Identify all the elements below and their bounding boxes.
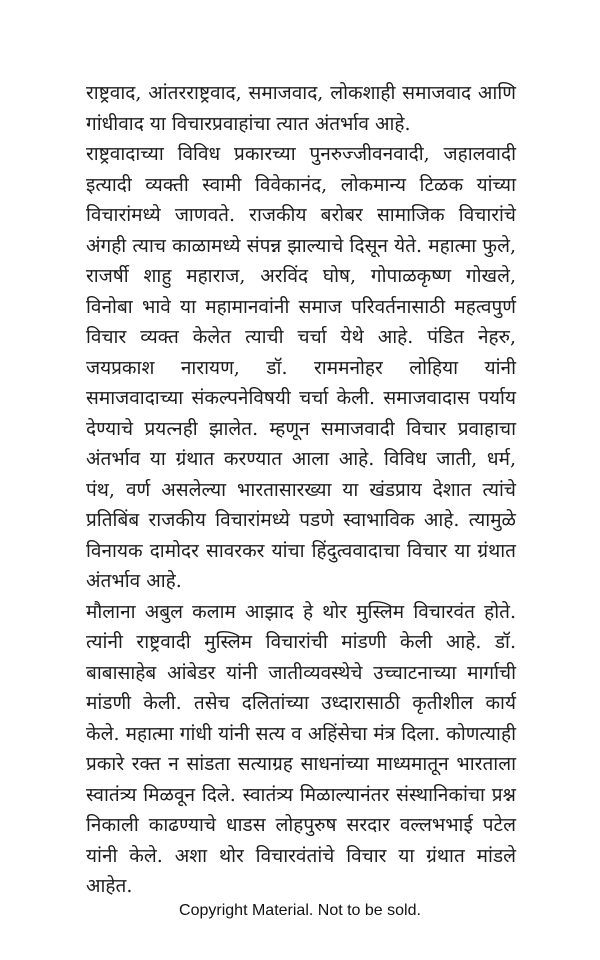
paragraph-nationalism-socialism: राष्ट्रवादाच्या विविध प्रकारच्या पुनरुज्जीवनवादी, जहालवादी इत्यादी व्यक्ती स्वामी विवेकानंद, लोकमान्य टिळक यांच्या विचारांमध्ये जाणवते. राजकीय बरोबर सामाजिक विचारांचे अंगही त्याच काळामध्ये संपन्न झाल्याचे दिसून येते. महात्मा फुले, राजर्षी शाहु महाराज, अरविंद घोष, गोपाळकृष्ण गोखले, विनोबा भावे या महामानवांनी समाज परिवर्तनासाठी महत्वपुर्ण विचार व्यक्त केलेत त्याची चर्चा येथे आहे. पंडित नेहरु, जयप्रकाश नारायण, डॉ. राममनोहर लोहिया यांनी समाजवादाच्या संकल्पनेविषयी चर्चा केली. समाजवादास पर्याय देण्याचे प्रयत्नही झालेत. म्हणून समाजवादी विचार प्रवाहाचा अंतर्भाव या ग्रंथात करण्यात आला आहे. विविध जाती, धर्म, पंथ, वर्ण असलेल्या भारतासारख्या या खंडप्राय देशात त्यांचे प्रतिबिंब राजकीय विचारांमध्ये पडणे स्वाभाविक आहे. त्यामुळे विनायक दामोदर सावरकर यांचा हिंदुत्ववादाचा विचार या ग्रंथात अंतर्भाव आहे. (86, 143, 516, 592)
paragraph-thinkers: मौलाना अबुल कलाम आझाद हे थोर मुस्लिम विचारवंत होते. त्यांनी राष्ट्रवादी मुस्लिम विचारांची मांडणी केली आहे. डॉ. बाबासाहेब आंबेडर यांनी जातीव्यवस्थेचे उच्चाटनाच्या मार्गाची मांडणी केली. तसेच दलितांच्या उध्दारासाठी कृतीशील कार्य केले. महात्मा गांधी यांनी सत्य व अहिंसेचा मंत्र दिला. कोणत्याही प्रकारे रक्त न सांडता सत्याग्रह साधनांच्या माध्यमातून भारताला स्वातंत्र्य मिळवून दिले. स्वातंत्र्य मिळाल्यानंतर संस्थानिकांचा प्रश्न निकाली काढण्याचे धाडस लोहपुरुष सरदार वल्लभभाई पटेल यांनी केले. अशा थोर विचारवंतांचे विचार या ग्रंथात मांडले आहेत. (86, 600, 516, 897)
paragraph-intro: राष्ट्रवाद, आंतरराष्ट्रवाद, समाजवाद, लोकशाही समाजवाद आणि गांधीवाद या विचारप्रवाहांचा त्यात अंतर्भाव आहे. (86, 82, 516, 135)
body-text (86, 78, 516, 902)
copyright-notice: Copyright Material. Not to be sold. (179, 902, 421, 919)
